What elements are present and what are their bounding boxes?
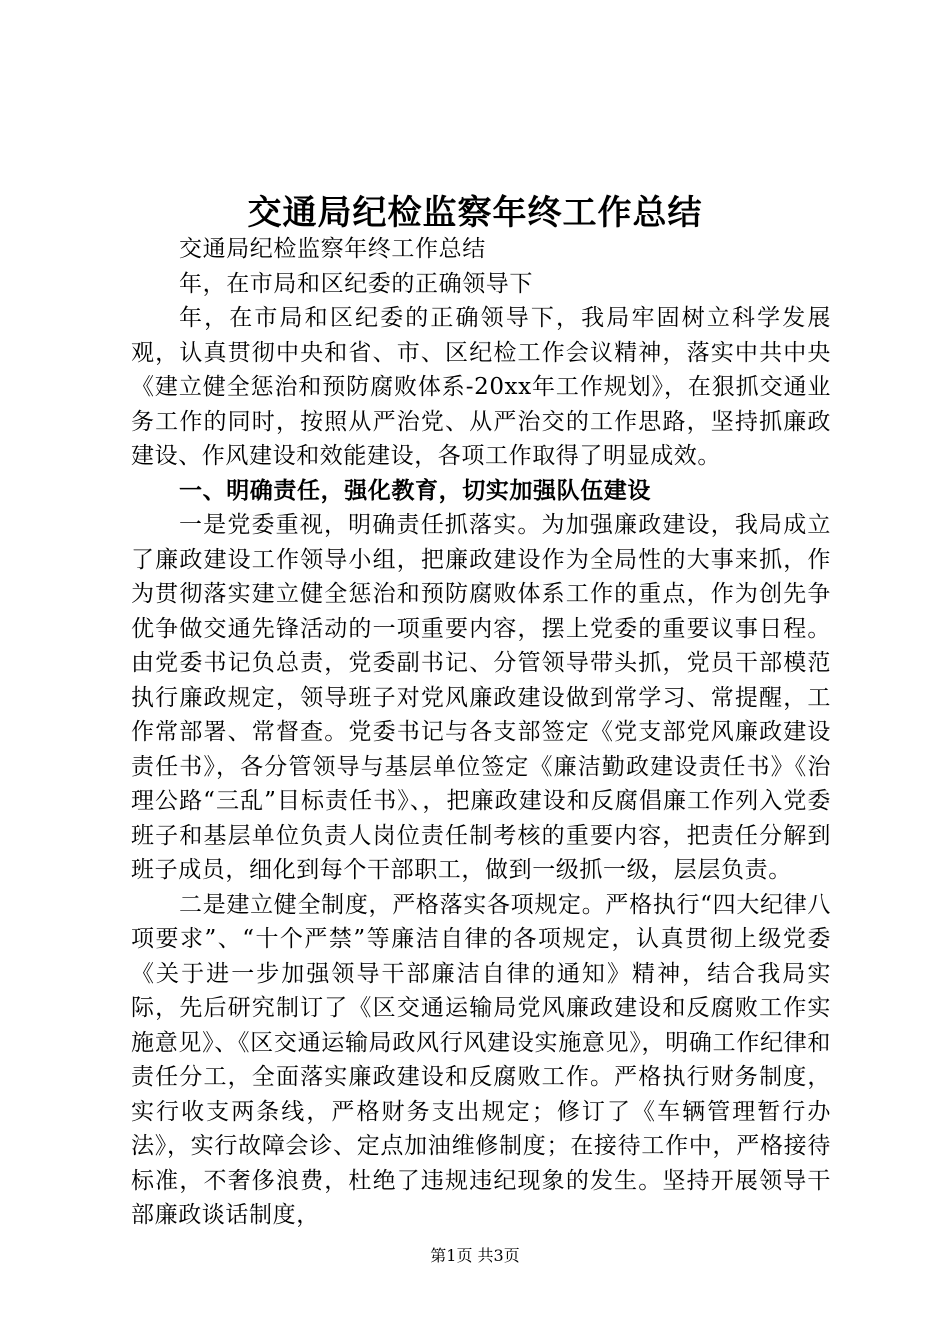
page-footer: 第1页 共3页 (430, 1246, 520, 1265)
document-title: 交通局纪检监察年终工作总结 (247, 193, 703, 233)
paragraph: 交通局纪检监察年终工作总结 (179, 236, 486, 262)
paragraph: 一是党委重视，明确责任抓落实。为加强廉政建设，我局成立了廉政建设工作领导小组，把廉政建设作为全局性的大事来抓，作为贯彻落实建立健全惩治和预防腐败体系工作的重点，作为创先争优争做交通先锋活动的一项重要内容，摆上党委的重要议事日程。由党委书记负总责，党委副书记、分管领导带头抓，党员干部模范执行廉政规定，领导班子对党风廉政建设做到常学习、常提醒，工作常部署、常督查。党委书记与各支部签定《党支部党风廉政建设责任书》，各分管领导与基层单位签定《廉洁勤政建设责任书》《治理公路“三乱”目标责任书》、，把廉政建设和反腐倡廉工作列入党委班子和基层单位负责人岗位责任制考核的重要内容，把责任分解到班子成员，细化到每个干部职工，做到一级抓一级，层层负责。 (131, 512, 831, 883)
section-heading: 一、明确责任，强化教育，切实加强队伍建设 (179, 477, 651, 504)
paragraph: 年，在市局和区纪委的正确领导下，我局牢固树立科学发展观，认真贯彻中央和省、市、区纪检工作会议精神，落实中共中央《建立健全惩治和预防腐败体系-20xx年工作规划》，在狠抓交通业务工作的同时，按照从严治党、从严治交的工作思路，坚持抓廉政建设、作风建设和效能建设，各项工作取得了明显成效。 (131, 305, 831, 469)
document-body (131, 232, 831, 1233)
paragraph: 年，在市局和区纪委的正确领导下 (179, 270, 533, 297)
paragraph: 二是建立健全制度，严格落实各项规定。严格执行“四大纪律八项要求”、“十个严禁”等廉洁自律的各项规定，认真贯彻上级党委《关于进一步加强领导干部廉洁自律的通知》精神，结合我局实际，先后研究制订了《区交通运输局党风廉政建设和反腐败工作实施意见》、《区交通运输局政风行风建设实施意见》，明确工作纪律和责任分工，全面落实廉政建设和反腐败工作。严格执行财务制度，实行收支两条线，严格财务支出规定；修订了《车辆管理暂行办法》，实行故障会诊、定点加油维修制度；在接待工作中，严格接待标准，不奢侈浪费，杜绝了违规违纪现象的发生。坚持开展领导干部廉政谈话制度， (131, 891, 831, 1228)
